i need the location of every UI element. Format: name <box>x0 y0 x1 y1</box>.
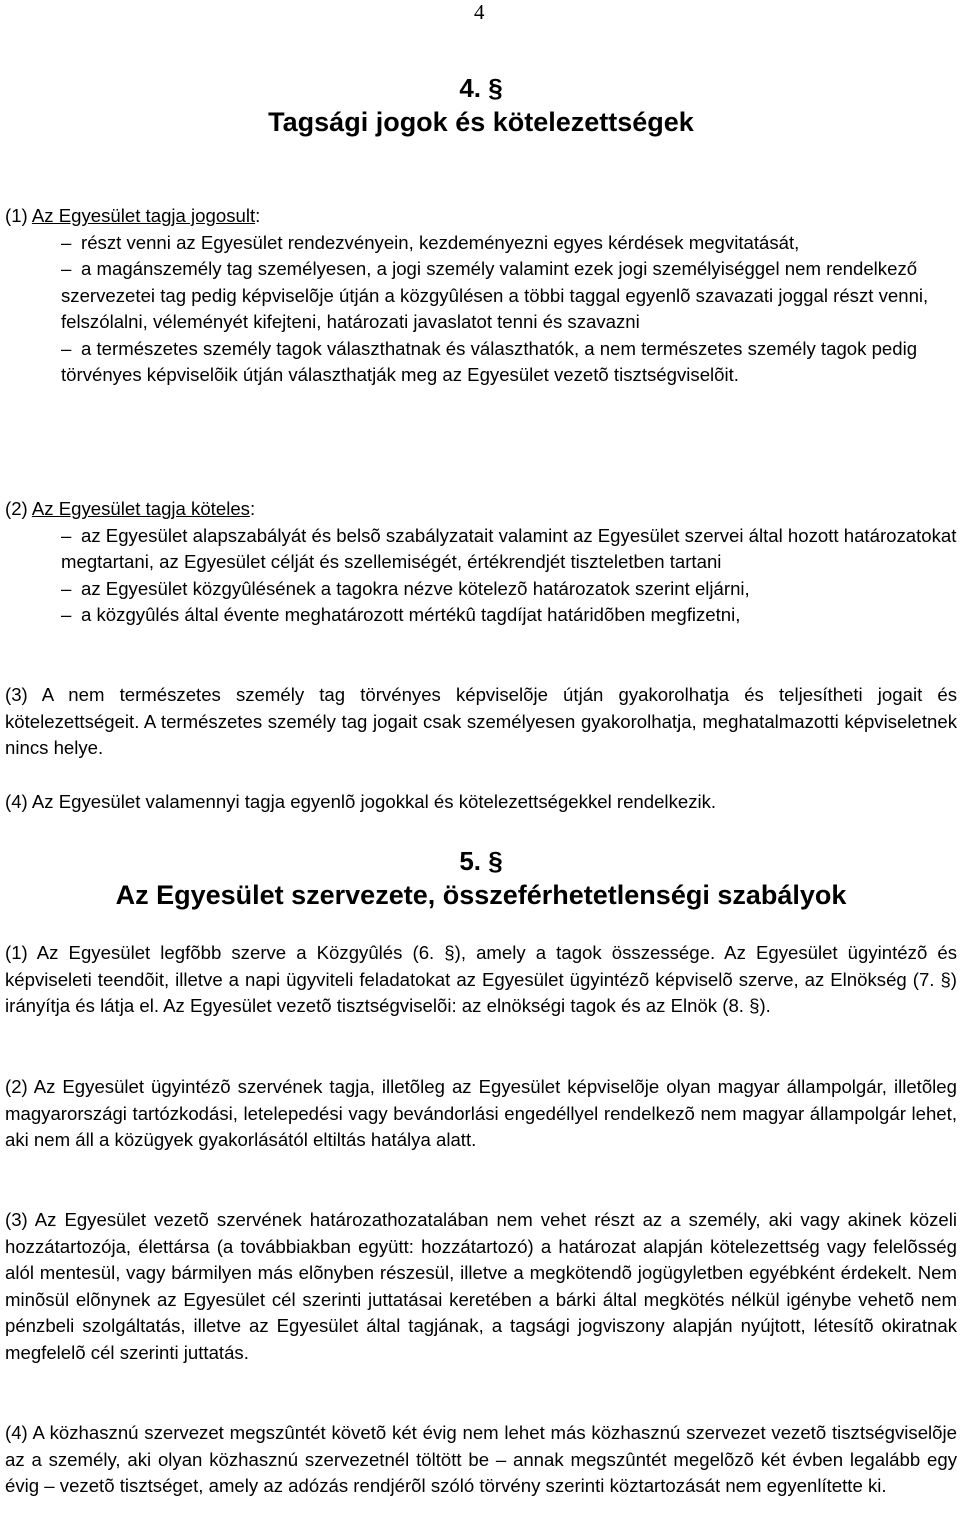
paragraph-heading: Az Egyesület tagja jogosult <box>31 205 256 226</box>
page-number: 4 <box>474 0 485 24</box>
list-item-text: a természetes személy tagok választhatnak és választhatók, a nem természetes személy tagok pedig törvényes képviselõik útján választhatják meg az Egyesület vezetõ tisztségviselõit. <box>61 337 918 385</box>
list-item-text: a magánszemély tag személyesen, a jogi személy valamint ezek jogi személyiséggel nem rendelkező szervezetei tag pedig képviselõje útján a közgyûlésen a többi taggal egyenlõ szavazati joggal részt venni, felszólalni, véleményét kifejteni, határozati javaslatot tenni és szavazni <box>61 258 929 332</box>
section-4-paragraph-4: (4) Az Egyesület valamennyi tagja egyenlõ jogokkal és kötelezettségekkel rendelkezik. <box>5 791 717 812</box>
paragraph-heading: Az Egyesület tagja köteles <box>31 498 250 519</box>
list-item: – a természetes személy tagok választhatnak és választhatók, a nem természetes személy tagok pedig törvényes képviselõik útján választhatják meg az Egyesület vezetõ tisztségviselõit. <box>61 337 918 385</box>
list-item: – részt venni az Egyesület rendezvényein, kezdeményezni egyes kérdések megvitatását, <box>61 231 800 253</box>
list-item-text: az Egyesület közgyûlésének a tagokra nézve kötelezõ határozatok szerint eljárni, <box>81 577 750 599</box>
list-item-text: az Egyesület alapszabályát és belsõ szabályzatait valamint az Egyesület szervei által hozott határozatokat megtartani, az Egyesület célját és szellemiségét, értékrendjét tiszteletben tartani <box>61 524 957 572</box>
section-4-title: Tagsági jogok és kötelezettségek <box>268 107 694 137</box>
section-4-paragraph-2 <box>5 496 957 629</box>
section-5-paragraph-2: (2) Az Egyesület ügyintézõ szervének tagja, illetõleg az Egyesület képviselõje olyan magyar állampolgár, illetõleg magyarországi tartózkodási, letelepedési vagy bevándorlási engedéllyel rendelkezõ nem magyar állampolgár lehet, aki nem áll a közügyek gyakorlásától eltiltás hatálya alatt. <box>5 1076 957 1150</box>
section-5-paragraph-3: (3) Az Egyesület vezetõ szervének határozathozatalában nem vehet részt az a személy, aki vagy akinek közeli hozzátartozója, élettársa (a továbbiakban együtt: hozzátartozó) a határozat alapján kötelezettség vagy felelõsség alól mentesül, vagy bármilyen más elõnyben részesül, illetve a megkötendõ jogügyletben egyébként érdekelt. Nem minõsül elõnynek az Egyesület cél szerinti juttatásai keretében a bárki által megkötés nélkül igénybe vehetõ nem pénzbeli szolgáltatás, illetve az Egyesület által tagjának, a tagsági jogviszony alapján nyújtott, létesítõ okiratnak megfelelõ cél szerinti juttatás. <box>5 1209 957 1363</box>
paragraph-prefix: (1) <box>5 205 32 226</box>
section-4-number: 4. § <box>459 73 503 103</box>
heading-colon: : <box>249 498 256 519</box>
section-4-paragraph-1 <box>5 203 957 389</box>
heading-colon: : <box>255 205 261 226</box>
list-item: – az Egyesület alapszabályát és belsõ szabályzatait valamint az Egyesület szervei által hozott határozatokat megtartani, az Egyesület célját és szellemiségét, értékrendjét tiszteletben tartani <box>61 524 957 572</box>
section-5-title: Az Egyesület szervezete, összeférhetetlenségi szabályok <box>115 880 847 910</box>
list-item: – a magánszemély tag személyesen, a jogi személy valamint ezek jogi személyiséggel nem rendelkező szervezetei tag pedig képviselõje útján a közgyûlésen a többi taggal egyenlõ szavazati joggal részt venni, felszólalni, véleményét kifejteni, határozati javaslatot tenni és szavazni <box>61 258 929 332</box>
list-item-text: részt venni az Egyesület rendezvényein, kezdeményezni egyes kérdések megvitatását, <box>81 231 800 253</box>
list-item-text: a közgyûlés által évente meghatározott mértékû tagdíjat határidõben megfizetni, <box>81 604 741 625</box>
paragraph-prefix: (2) <box>5 498 32 519</box>
list-item: – az Egyesület közgyûlésének a tagokra nézve kötelezõ határozatok szerint eljárni, <box>61 577 750 599</box>
section-4-paragraph-3: (3) A nem természetes személy tag törvényes képviselõje útján gyakorolhatja és teljesítheti jogait és kötelezettségeit. A természetes személy tag jogait csak személyesen gyakorolhatja, meghatalmazotti képviseletnek nincs helye. <box>5 684 957 758</box>
section-5-paragraph-1: (1) Az Egyesület legfõbb szerve a Közgyûlés (6. §), amely a tagok összessége. Az Egyesület ügyintézõ és képviseleti teendõit, illetve a napi ügyviteli feladatokat az Egyesület ügyintézõ képviselõ szerve, az Elnökség (7. §) irányítja és látja el. Az Egyesület vezetõ tisztségviselõi: az elnökségi tagok és az Elnök (8. §). <box>5 942 957 1016</box>
list-item: – a közgyûlés által évente meghatározott mértékû tagdíjat határidõben megfizetni, <box>61 604 741 625</box>
section-5-number: 5. § <box>459 846 503 876</box>
section-5-paragraph-4: (4) A közhasznú szervezet megszûntét követõ két évig nem lehet más közhasznú szervezet vezetõ tisztségviselõje az a személy, aki olyan közhasznú szervezetnél töltött be – annak megszûntét megelõzõ két évben legalább egy évig – vezetõ tisztséget, amely az adózás rendjérõl szóló törvény szerinti köztartozását nem egyenlítette ki. <box>5 1422 957 1496</box>
